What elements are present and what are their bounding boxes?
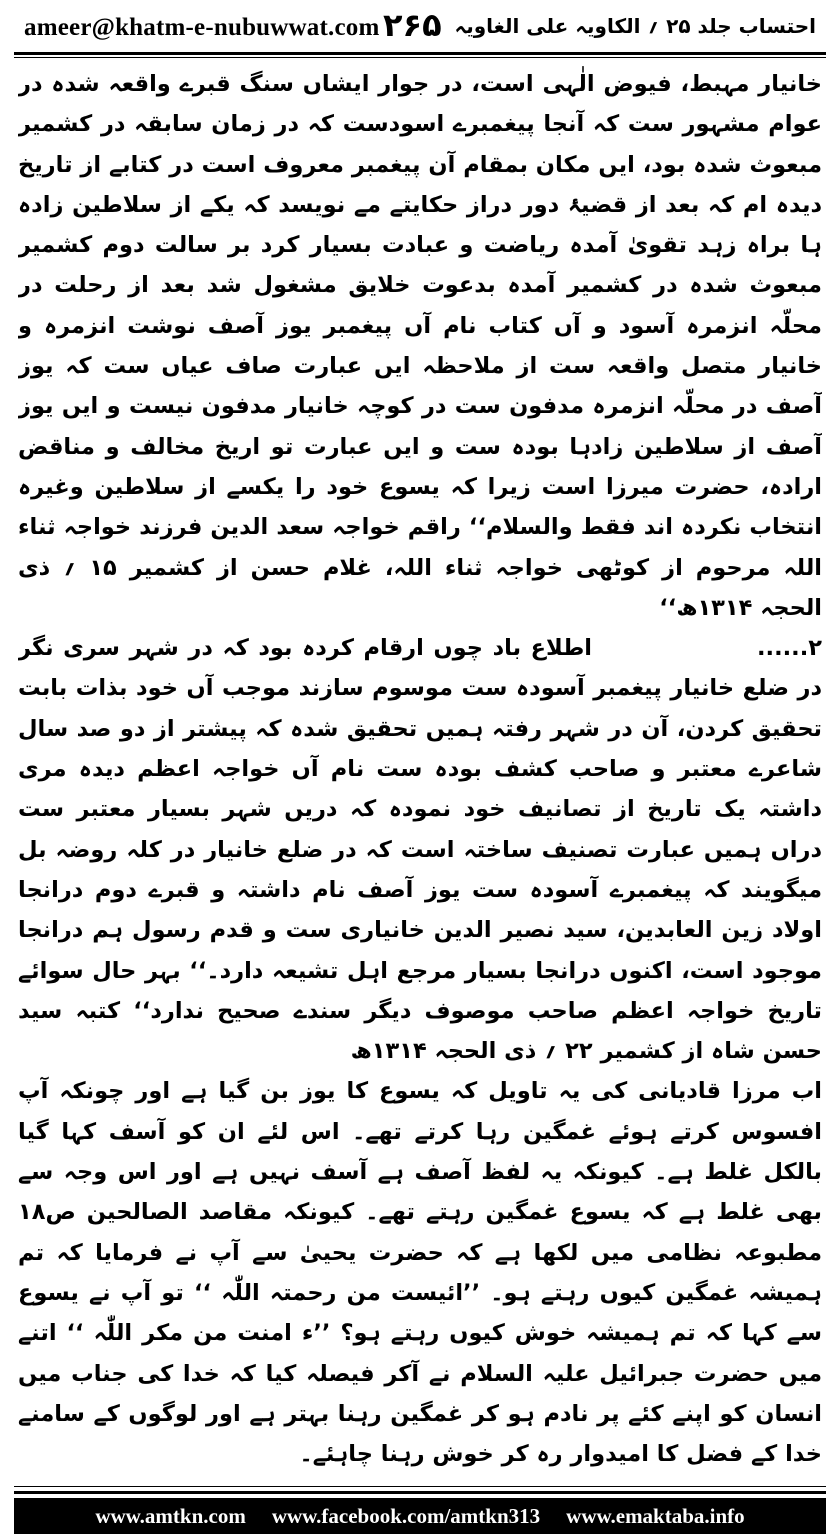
- footer-rule-thin: [14, 1486, 826, 1487]
- footer-link-amtkn[interactable]: www.amtkn.com: [95, 1503, 246, 1528]
- header-email: ameer@khatm-e-nubuwwat.com: [24, 14, 380, 41]
- paragraph-1: خانیار مہبط، فیوض الٰہی است، در جوار ایشاں سنگ قبرے واقعہ شدہ در عوام مشہور ست کہ آنجا پیغمبرے اسودست کہ در زمان سابقہ در کشمیر مبعوث شدہ بود، ایں مکان بمقام آن پیغمبر معروف است در کتابے از تاریخ دیدہ ام کہ بعد از قضیۂ دور دراز حکایتے مے نویسد کہ یکے از سلاطین زادہ ہا براہ زہد تقویٰ آمدہ ریاضت و عبادت بسیار کرد بر سالت دوم کشمیر مبعوث شدہ در کشمیر آمدہ بدعوت خلایق مشغول شد بعد از رحلت در محلّہ انزمرہ آسود و آں کتاب نام آں پیغمبر یوز آصف نوشت انزمرہ و خانیار متصل واقعہ ست از ملاحظہ ایں عبارت صاف عیاں ست کہ یوز آصف در محلّہ انزمرہ مدفون ست در کوچہ خانیار مدفون نیست و ایں یوز آصف از سلاطین زادہا بودہ ست و ایں عبارت تو اریخ مخالف و مناقض ارادہ، حضرت میرزا است زیرا کہ یسوع خود را یکسے از سلاطین وغیرہ انتخاب نکردہ اند فقط والسلام‘‘ راقم خواجہ سعد الدین فرزند خواجہ ثناء اللہ مرحوم از کوٹھی خواجہ ثناء اللہ، غلام حسن از کشمیر ۱۵ ؍ ذی الحجہ ۱۳۱۴ھ‘‘: [18, 71, 822, 621]
- book-title: احتساب جلد ۲۵ ؍ الکاویہ علی الغاویہ: [454, 14, 816, 38]
- page-header: [0, 0, 840, 58]
- footer-link-facebook[interactable]: www.facebook.com/amtkn313: [271, 1503, 541, 1528]
- page-body: [18, 64, 822, 1474]
- page-number: ۲۶۵: [383, 6, 442, 44]
- paragraph-3: اب مرزا قادیانی کی یہ تاویل کہ یسوع کا یوز بن گیا ہے اور چونکہ آپ افسوس کرتے ہوئے غمگین رہا کرتے تھے۔ اس لئے ان کو آسف کہا گیا بالکل غلط ہے۔ کیونکہ یہ لفظ آصف ہے آسف نہیں ہے اور اس وجہ سے بھی غلط ہے کہ یسوع غمگین رہتے تھے۔ کیونکہ مقاصد الصالحین ص۱۸ مطبوعہ نظامی میں لکھا ہے کہ حضرت یحییٰ سے آپ نے فرمایا کہ تم ہمیشہ غمگین کیوں رہتے ہو۔ ’’ائیست من رحمتہ اللّٰہ ‘‘ تو آپ نے یسوع سے کہا کہ تم ہمیشہ خوش کیوں رہتے ہو؟ ’’ء امنت من مکر اللّٰہ ‘‘ اتنے میں حضرت جبرائیل علیہ السلام نے آکر فیصلہ کیا کہ خدا کی جناب میں انسان کو اپنے کئے پر نادم ہو کر غمگین رہنا بہتر ہے اور لوگوں کے سامنے خدا کے فضل کا امیدوار رہ کر خوش رہنا چاہئے۔: [18, 1078, 822, 1468]
- footer-link-emaktaba[interactable]: www.emaktaba.info: [566, 1503, 745, 1528]
- paragraph-2: [18, 628, 822, 1071]
- paragraph-2-number: ۲......: [756, 635, 822, 662]
- header-rule: [14, 52, 826, 55]
- footer-band: [14, 1498, 826, 1534]
- header-rule-thin: [14, 57, 826, 58]
- footer-rule: [14, 1491, 826, 1494]
- paragraph-2-text: اطلاع باد چوں ارقام کردہ بود کہ در شہر سری نگر در ضلع خانیار پیغمبر آسودہ ست موسوم سازند موجب آں خود بذات بابت تحقیق کردن، آن در شہر رفتہ ہمیں تحقیق شدہ کہ پیشتر از دو صد سال شاعرے معتبر و صاحب کشف بودہ ست نام آں خواجہ اعظم دیدہ مری داشتہ یک تاریخ از تصانیف خود نمودہ کہ دریں شہر بسیار معتبر ست دراں ہمیں عبارت تصنیف ساختہ است کہ در ضلع خانیار در کلہ روضہ بل میگویند کہ پیغمبرے آسودہ ست یوز آصف نام داشتہ و قبرے دوم درانجا اولاد زین العابدین، سید نصیر الدین خانیاری ست و قدم رسول ہم درانجا موجود است، اکنوں درانجا بسیار مرجع اہل تشیعہ دارد۔‘‘ بہر حال سوائے تاریخ خواجہ اعظم صاحب موصوف دیگر سندے صحیح ندارد‘‘ کتبہ سید حسن شاہ از کشمیر ۲۲ ؍ ذی الحجہ ۱۳۱۴ھ: [18, 635, 822, 1065]
